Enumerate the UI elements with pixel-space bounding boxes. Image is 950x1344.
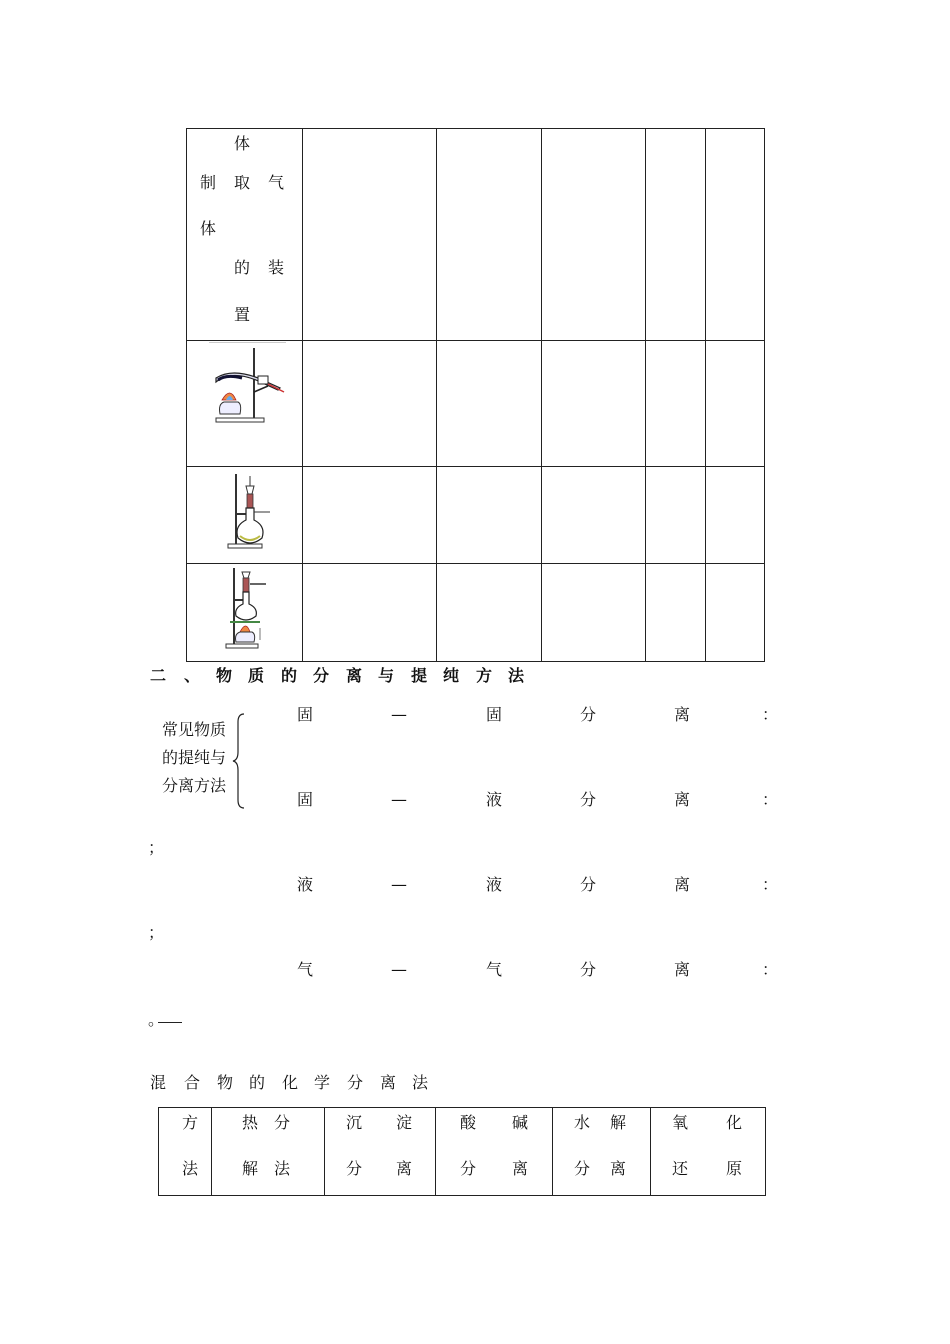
sep-char-2: 离 <box>674 705 691 724</box>
title-char: 分 <box>313 666 330 685</box>
phase-a: 气 <box>297 960 314 979</box>
title-char: 提 <box>411 666 428 685</box>
table-cell-char: 分 <box>346 1159 363 1178</box>
answer-underline <box>158 1022 182 1023</box>
title-char: 、 <box>184 666 201 685</box>
heading-char: 化 <box>282 1073 299 1092</box>
table-cell-char: 原 <box>726 1159 743 1178</box>
table-cell-char: 分 <box>460 1159 477 1178</box>
heating-solid-tube-apparatus-icon <box>208 342 288 426</box>
header-char: 制 <box>200 173 217 192</box>
table-cell-char: 淀 <box>396 1113 413 1132</box>
heading-char: 分 <box>347 1073 364 1092</box>
table-cell-char: 沉 <box>346 1113 363 1132</box>
row-terminator: ； <box>148 838 165 857</box>
table-cell-char: 解 <box>610 1113 627 1132</box>
phase-b: 液 <box>486 790 503 809</box>
phase-dash: — <box>391 960 407 979</box>
title-char: 纯 <box>443 666 460 685</box>
phase-dash: — <box>391 875 407 894</box>
sep-char-1: 分 <box>580 875 597 894</box>
table-cell-char: 氧 <box>672 1113 689 1132</box>
sep-char-2: 离 <box>674 875 691 894</box>
heading-char: 合 <box>184 1073 201 1092</box>
brace-label-line: 分离方法 <box>162 776 227 795</box>
curly-brace-icon <box>232 712 246 810</box>
heading-char: 离 <box>380 1073 397 1092</box>
phase-b: 气 <box>486 960 503 979</box>
title-char: 的 <box>281 666 298 685</box>
brace-label-line: 常见物质 <box>162 720 227 739</box>
brace-label-line: 的提纯与 <box>162 748 227 767</box>
title-char: 离 <box>346 666 363 685</box>
heading-char: 的 <box>249 1073 266 1092</box>
sep-char-1: 分 <box>580 960 597 979</box>
row-terminator: ； <box>148 923 165 942</box>
sep-char-2: 离 <box>674 960 691 979</box>
row-terminator: 。 <box>148 1010 165 1029</box>
title-char: 法 <box>508 666 525 685</box>
header-char: 体 <box>200 219 217 238</box>
row-colon: ： <box>762 960 779 979</box>
table-cell-char: 分 <box>274 1113 291 1132</box>
header-char: 装 <box>268 258 285 277</box>
header-char: 置 <box>234 305 251 324</box>
phase-a: 液 <box>297 875 314 894</box>
phase-dash: — <box>391 790 407 809</box>
phase-b: 固 <box>486 705 503 724</box>
phase-b: 液 <box>486 875 503 894</box>
row-colon: ： <box>762 705 779 724</box>
table-cell-char: 解 <box>242 1159 259 1178</box>
table-cell-char: 方 <box>182 1113 199 1132</box>
title-char: 与 <box>378 666 395 685</box>
table-cell-char: 酸 <box>460 1113 477 1132</box>
flask-funnel-apparatus-icon <box>226 472 276 552</box>
header-char: 取 <box>234 173 251 192</box>
table-cell-char: 分 <box>574 1159 591 1178</box>
header-char: 体 <box>234 134 251 153</box>
title-char: 质 <box>248 666 265 685</box>
row-colon: ： <box>762 875 779 894</box>
table-cell-char: 法 <box>182 1159 199 1178</box>
table-cell-char: 水 <box>574 1113 591 1132</box>
row-colon: ： <box>762 790 779 809</box>
sep-char-1: 分 <box>580 790 597 809</box>
table-cell-char: 离 <box>512 1159 529 1178</box>
phase-a: 固 <box>297 705 314 724</box>
heading-char: 法 <box>412 1073 429 1092</box>
table-cell-char: 离 <box>610 1159 627 1178</box>
phase-a: 固 <box>297 790 314 809</box>
title-char: 方 <box>476 666 493 685</box>
sep-char-2: 离 <box>674 790 691 809</box>
table-cell-char: 热 <box>242 1113 259 1132</box>
table-cell-char: 离 <box>396 1159 413 1178</box>
heated-flask-funnel-apparatus-icon <box>224 566 272 650</box>
table-cell-char: 碱 <box>512 1113 529 1132</box>
title-char: 物 <box>216 666 233 685</box>
heading-char: 物 <box>217 1073 234 1092</box>
table-cell-char: 还 <box>672 1159 689 1178</box>
heading-char: 混 <box>150 1073 167 1092</box>
heading-char: 学 <box>314 1073 331 1092</box>
table-cell-char: 化 <box>726 1113 743 1132</box>
table-cell-char: 法 <box>274 1159 291 1178</box>
title-char: 二 <box>150 666 167 685</box>
header-char: 气 <box>268 173 285 192</box>
header-char: 的 <box>234 258 251 277</box>
phase-dash: — <box>391 705 407 724</box>
sep-char-1: 分 <box>580 705 597 724</box>
